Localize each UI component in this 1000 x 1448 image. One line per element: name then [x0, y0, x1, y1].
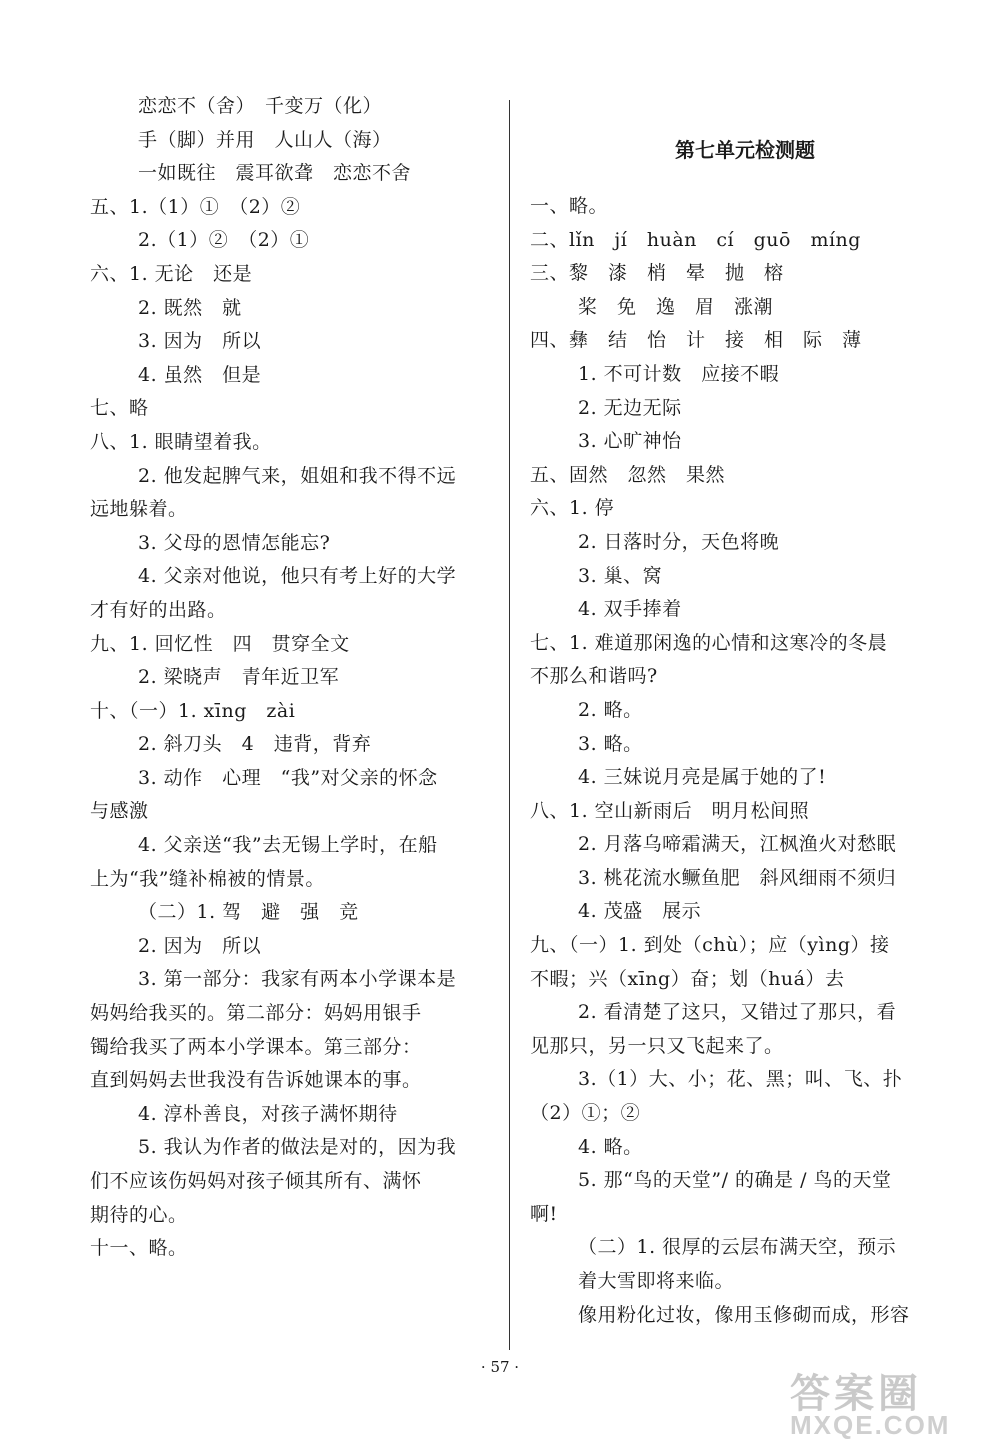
answer-line: 镯给我买了两本小学课本。第三部分：: [90, 1035, 422, 1058]
answer-line: 5. 我认为作者的做法是对的，因为我: [138, 1136, 457, 1159]
answer-line: 2. 日落时分，天色将晚: [578, 530, 780, 553]
answer-line: 七、1. 难道那闲逸的心情和这寒冷的冬晨: [530, 631, 888, 654]
answer-line: 八、1. 眼睛望着我。: [90, 430, 272, 453]
answer-line: 2. 无边无际: [578, 396, 682, 419]
answer-line: 3. 桃花流水鳜鱼肥 斜风细雨不须归: [578, 866, 897, 889]
watermark-url: MXQE.COM: [790, 1410, 951, 1440]
answer-line: 三、黎 漆 梢 晕 抛 榕: [530, 262, 784, 285]
section-title: 第七单元检测题: [675, 138, 815, 162]
answer-line: 3.（1）大、小；花、黑；叫、飞、扑: [578, 1068, 903, 1091]
answer-line: 3. 因为 所以: [138, 330, 262, 353]
answer-line: 与感激: [90, 800, 149, 823]
answer-line: 一如既往 震耳欲聋 恋恋不舍: [138, 162, 412, 185]
answer-line: （二）1. 很厚的云层布满天空，预示: [578, 1236, 897, 1259]
answer-line: 4. 茂盛 展示: [578, 900, 702, 923]
answer-line: 不暇；兴（xīng）奋；划（huá）去: [530, 967, 845, 990]
answer-line: 像用粉化过妆，像用玉修砌而成，形容: [578, 1303, 910, 1326]
answer-line: 直到妈妈去世我没有告诉她课本的事。: [90, 1069, 422, 1092]
answer-line: 上为“我”缝补棉被的情景。: [90, 867, 325, 890]
answer-line: 4. 父亲对他说，他只有考上好的大学: [138, 565, 457, 588]
answer-line: 才有好的出路。: [90, 598, 227, 621]
right-column: [530, 90, 920, 1332]
answer-line: 2. 他发起脾气来，姐姐和我不得不远: [138, 464, 457, 487]
page-number: · 57 ·: [480, 1358, 520, 1376]
watermark-logo: [790, 1362, 990, 1442]
answer-line: 2. 看清楚了这只，又错过了那只，看: [578, 1001, 897, 1024]
answer-line: 3. 略。: [578, 732, 643, 755]
column-divider: [509, 100, 510, 1350]
answer-line: 2. 斜刀头 4 违背，背弃: [138, 733, 372, 756]
watermark-text: 答案圈: [790, 1372, 922, 1416]
answer-line: 4. 略。: [578, 1135, 643, 1158]
answer-line: 4. 虽然 但是: [138, 363, 262, 386]
answer-line: 2. 略。: [578, 698, 643, 721]
answer-line: 3. 第一部分：我家有两本小学课本是: [138, 968, 457, 991]
answer-line: 4. 双手捧着: [578, 598, 682, 621]
answer-line: （二）1. 驾 避 强 竞: [138, 901, 359, 924]
answer-line: 五、固然 忽然 果然: [530, 463, 726, 486]
answer-line: 九、（一）1. 到处（chù）；应（yìng）接: [530, 934, 890, 957]
answer-line: 十一、略。: [90, 1237, 188, 1260]
answer-line: 4. 淳朴善良，对孩子满怀期待: [138, 1102, 398, 1125]
answer-line: 二、lǐn jí huàn cí guō míng: [530, 228, 861, 251]
answer-line: 不那么和谐吗?: [530, 665, 658, 688]
answer-line: 恋恋不（舍） 千变万（化）: [138, 95, 383, 117]
answer-line: 2. 既然 就: [138, 296, 242, 319]
answer-line: 六、1. 停: [530, 497, 615, 520]
answer-line: 十、（一）1. xīng zài: [90, 699, 296, 722]
answer-line: 3. 动作 心理 “我”对父亲的怀念: [138, 766, 438, 789]
answer-line: 九、1. 回忆性 四 贯穿全文: [90, 632, 350, 655]
answer-line: 桨 免 逸 眉 涨潮: [578, 295, 774, 318]
answer-line: 4. 父亲送“我”去无锡上学时，在船: [138, 834, 438, 857]
answer-line: 3. 心旷神怡: [578, 430, 682, 453]
answer-line: 八、1. 空山新雨后 明月松间照: [530, 799, 810, 822]
answer-line: 2.（1）② （2）①: [138, 229, 310, 252]
answer-line: 四、彝 结 怡 计 接 相 际 薄: [530, 329, 862, 352]
right-lines: [530, 190, 920, 1332]
answer-line: 2. 月落乌啼霜满天，江枫渔火对愁眠: [578, 833, 897, 856]
answer-line: 啊!: [530, 1202, 558, 1225]
answer-line: 们不应该伤妈妈对孩子倾其所有、满怀: [90, 1170, 422, 1192]
answer-line: （2）①；②: [530, 1102, 641, 1125]
answer-line: 2. 梁晓声 青年近卫军: [138, 666, 340, 689]
answer-line: 着大雪即将来临。: [578, 1270, 735, 1292]
answer-line: 2. 因为 所以: [138, 934, 262, 957]
left-column: [90, 90, 490, 1266]
answer-line: 期待的心。: [90, 1203, 188, 1226]
answer-line: 4. 三妹说月亮是属于她的了!: [578, 766, 827, 789]
answer-line: 3. 巢、窝: [578, 564, 663, 587]
answer-line: 1. 不可计数 应接不暇: [578, 362, 780, 385]
answer-line: 5. 那“鸟的天堂”/ 的确是 / 鸟的天堂: [578, 1169, 892, 1192]
answer-line: 一、略。: [530, 195, 609, 217]
answer-line: 手（脚）并用 人山人（海）: [138, 128, 392, 151]
answer-line: 六、1. 无论 还是: [90, 262, 253, 285]
answer-line: 见那只，另一只又飞起来了。: [530, 1034, 784, 1057]
answer-line: 七、略: [90, 397, 149, 420]
answer-line: 远地躲着。: [90, 498, 188, 521]
answer-line: 妈妈给我买的。第二部分：妈妈用银手: [90, 1002, 422, 1025]
answer-line: 3. 父母的恩情怎能忘?: [138, 531, 331, 554]
answer-line: 五、1.（1）① （2）②: [90, 195, 301, 218]
